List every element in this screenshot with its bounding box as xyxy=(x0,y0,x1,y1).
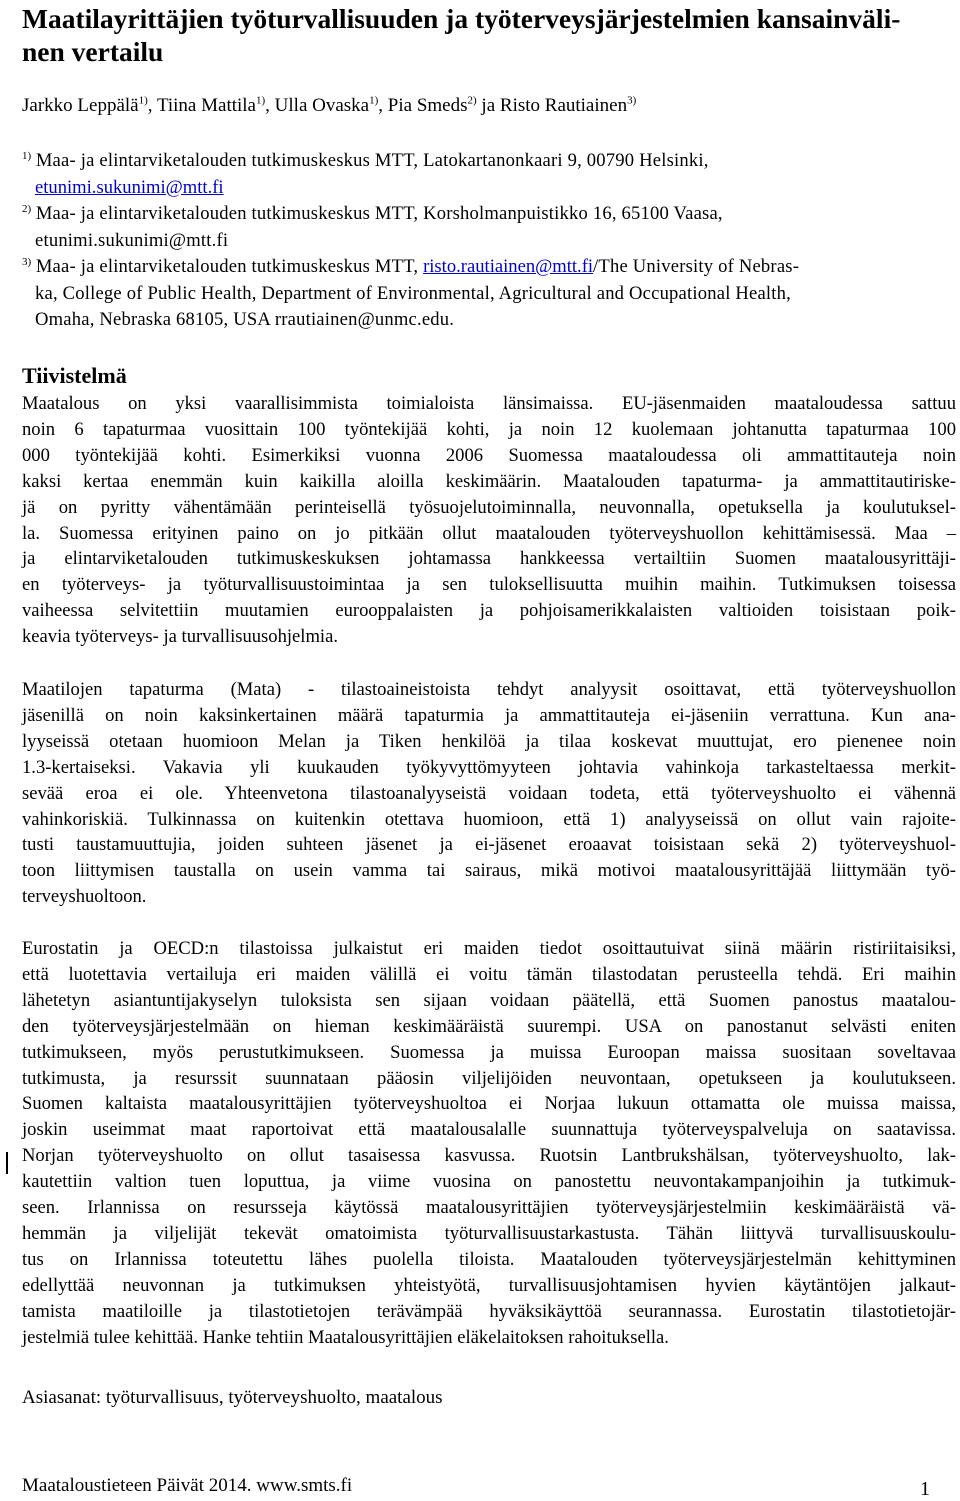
author-separator: , xyxy=(378,95,388,116)
author-separator: ja xyxy=(476,95,500,116)
author-name: Ulla Ovaska xyxy=(274,95,370,116)
author-affiliation-mark: 1) xyxy=(369,94,379,107)
author-affiliation-mark: 2) xyxy=(467,94,477,107)
affiliation-text: Maa- ja elintarviketalouden tutkimuskeskus MTT, Korsholmanpuistikko 16, 65100 Vaasa, xyxy=(35,203,723,224)
author-name: Tiina Mattila xyxy=(156,95,256,116)
paragraph-line: noin 6 tapaturmaa vuosittain 100 työntekijää kohti, ja noin 12 kuolemaan johtanutta tapaturmaa 100 xyxy=(22,418,956,440)
paragraph-line: tusti taustamuuttujia, joiden suhteen jäsenet ja ei-jäsenet eroaavat toisistaan sekä 2) työterveyshuol- xyxy=(22,834,956,856)
author-list xyxy=(22,94,636,118)
author-name: Pia Smeds xyxy=(387,95,468,116)
paragraph-line: 1.3-kertaiseksi. Vakavia yli kuukauden työkyvyttömyyteen johtavia vahinkoja tarkasteltaessa merkit- xyxy=(22,756,956,778)
author-affiliation-mark: 1) xyxy=(138,94,148,107)
affiliation-1 xyxy=(22,148,956,201)
paragraph-line: tutkimusta, ja resurssit suunnataan pääosin viljelijöiden neuvontaan, opetukseen ja koulutukseen. xyxy=(22,1067,956,1089)
paragraph-line: Maatalous on yksi vaarallisimmista toimialoista länsimaissa. EU-jäsenmaiden maataloudessa sattuu xyxy=(22,393,956,414)
affiliation-email-link[interactable]: etunimi.sukunimi@mtt.fi xyxy=(35,176,224,198)
paragraph-line: että luotettavia vertailuja eri maiden välillä ei voitu tämän tilastodatan perusteella tehdä. Eri maihin xyxy=(22,963,956,985)
paragraph-line: vahinkoriskiä. Tulkinnassa on kuitenkin otettava huomioon, että 1) analyyseissä on ollut vain rajoite- xyxy=(22,808,956,830)
paragraph-line: ja elintarviketalouden tutkimuskeskuksen johtamassa hankkeessa vertailtiin Suomen maatalousyrittäji- xyxy=(22,548,956,570)
paragraph-line: la. Suomessa erityinen paino on jo pitkään ollut maatalouden työterveyshuollon kehittämisessä. Maa – xyxy=(22,522,956,544)
author-affiliation-mark: 1) xyxy=(256,94,266,107)
paragraph-line: Eurostatin ja OECD:n tilastoissa julkaistut eri maiden tiedot osoittautuivat siinä määrin ristiriitaisiksi, xyxy=(22,938,956,959)
author-name: Jarkko Leppälä xyxy=(22,95,139,116)
affiliation-text: Omaha, Nebraska 68105, USA rrautiainen@unmc.edu. xyxy=(35,309,455,330)
paragraph-line: kaksi kertaa enemmän kuin kaikilla aloilla keskimäärin. Maatalouden tapaturma- ja ammattitautiriske- xyxy=(22,470,956,492)
paragraph-line: jäsenillä on noin kaksinkertainen määrä tapaturmia ja ammattitauteja ei-jäseniin verrattuna. Kun ana- xyxy=(22,704,956,726)
author-separator: , xyxy=(265,95,275,116)
affiliation-text: Maa- ja elintarviketalouden tutkimuskeskus MTT, Latokartanonkaari 9, 00790 Helsinki, xyxy=(35,150,709,171)
affiliation-text: ka, College of Public Health, Department of Environmental, Agricultural and Occupational Health, xyxy=(35,282,792,304)
author-separator: , xyxy=(147,95,157,116)
affiliation-email-link[interactable]: risto.rautiainen@mtt.fi xyxy=(423,256,594,277)
paragraph-line: kautettiin valtion tuen loputtua, ja viime vuosina on panostettu neuvontakampanjoihin ja tutkimuk- xyxy=(22,1171,956,1193)
title-line-2: nen vertailu xyxy=(22,36,164,67)
paragraph-line: jä on pyritty vähentämään perinteisellä työsuojelutoiminnalla, neuvonnalla, opetuksella ja koulutuksel- xyxy=(22,496,956,518)
paper-title xyxy=(22,2,954,68)
paragraph-line: en työterveys- ja työturvallisuustoimintaa ja sen tuloksellisuutta muihin maihin. Tutkimuksen toisessa xyxy=(22,574,956,596)
page-number: 1 xyxy=(920,1478,930,1500)
affiliation-mark: 1) xyxy=(22,149,32,162)
paragraph-line: 000 työntekijää kohti. Esimerkiksi vuonna 2006 Suomessa maataloudessa oli ammattitauteja noin xyxy=(22,444,956,466)
affiliation-text: /The University of Nebras- xyxy=(593,256,800,277)
paragraph-line: edellyttää neuvonnan ja tutkimuksen yhteistyötä, turvallisuusjohtamisen hyvien käytäntöjen jalkaut- xyxy=(22,1274,956,1296)
paragraph-line: hemmän ja viljelijät tekevät omatoimista työturvallisuustarkastusta. Tähän liittyvä turvallisuuskoulu- xyxy=(22,1222,956,1244)
paragraph-line: joskin useimmat maat raportoivat että maatalousalalle suunnattuja työterveyspalveluja on saatavissa. xyxy=(22,1119,956,1141)
paragraph-line: vaiheessa selvitettiin muutamien eurooppalaisten ja pohjoisamerikkalaisten valtioiden toisistaan poik- xyxy=(22,600,956,622)
paragraph-line: tus on Irlannissa toteutettu lähes puolella tiloista. Maatalouden työterveysjärjestelmän kehittyminen xyxy=(22,1248,956,1270)
abstract-paragraph-1 xyxy=(22,391,956,650)
revision-bar xyxy=(6,1152,8,1174)
paragraph-line: sevää eroa ei ole. Yhteenvetona tilastoanalyyseistä voidaan todeta, että työterveyshuolto ei vähennä xyxy=(22,782,956,804)
affiliation-mark: 2) xyxy=(22,202,32,215)
abstract-heading: Tiivistelmä xyxy=(22,363,127,388)
title-line-1: Maatilayrittäjien työturvallisuuden ja työterveysjärjestelmien kansainväli- xyxy=(22,3,901,34)
page-footer: Maataloustieteen Päivät 2014. www.smts.fi xyxy=(22,1475,353,1496)
paragraph-line: lähetetyn asiantuntijakyselyn tuloksista sen sijaan voidaan päätellä, että Suomen panostus maatalou- xyxy=(22,989,956,1011)
affiliation-2 xyxy=(22,201,956,254)
paragraph-line: tamista maatiloille ja tilastotietojen terävämpää hyväksikäyttöä seurannassa. Eurostatin tilastotietojär- xyxy=(22,1300,956,1322)
paragraph-line: seen. Irlannissa on resursseja käytössä maatalousyrittäjien työterveysjärjestelmiin keskimääräistä vä- xyxy=(22,1197,956,1219)
paragraph-line: lyyseissä otetaan huomioon Melan ja Tiken henkilöä ja tilaa koskevat muuttujat, ero pienenee noin xyxy=(22,730,956,752)
abstract-paragraph-3 xyxy=(22,936,956,1351)
author-affiliation-mark: 3) xyxy=(627,94,637,107)
paragraph-line: tutkimukseen, myös perustutkimukseen. Suomessa ja muissa Euroopan maissa suositaan soveltavaa xyxy=(22,1041,956,1063)
affiliation-text: Maa- ja elintarviketalouden tutkimuskeskus MTT, xyxy=(35,256,424,277)
paragraph-line: Maatilojen tapaturma (Mata) - tilastoaineistoista tehdyt analyysit osoittavat, että työterveyshuollon xyxy=(22,679,956,700)
paragraph-line: Suomen kaltaista maatalousyrittäjien työterveyshuoltoa ei Norjaa lukuun ottamatta ole muissa maissa, xyxy=(22,1093,956,1115)
abstract-paragraph-2 xyxy=(22,677,956,910)
affiliation-mark: 3) xyxy=(22,255,32,268)
paragraph-line: Norjan työterveyshuolto on ollut tasaisessa kasvussa. Ruotsin Lantbrukshälsan, työterveyshuolto, lak- xyxy=(22,1145,956,1167)
paragraph-line: jestelmiä tulee kehittää. Hanke tehtiin Maatalousyrittäjien eläkelaitoksen rahoituksella. xyxy=(22,1326,669,1348)
author-name: Risto Rautiainen xyxy=(499,95,628,116)
keywords: Asiasanat: työturvallisuus, työterveyshuolto, maatalous xyxy=(22,1387,443,1408)
affiliation-3 xyxy=(22,254,956,334)
affiliation-email: etunimi.sukunimi@mtt.fi xyxy=(35,229,229,251)
paragraph-line: den työterveysjärjestelmään on hieman keskimääräistä suurempi. USA on panostanut selvästi eniten xyxy=(22,1015,956,1037)
paragraph-line: terveyshuoltoon. xyxy=(22,886,147,908)
paragraph-line: keavia työterveys- ja turvallisuusohjelmia. xyxy=(22,626,339,648)
paragraph-line: toon liittymisen taustalla on usein vamma tai sairaus, mikä motivoi maatalousyrittäjää liittymään työ- xyxy=(22,860,956,882)
